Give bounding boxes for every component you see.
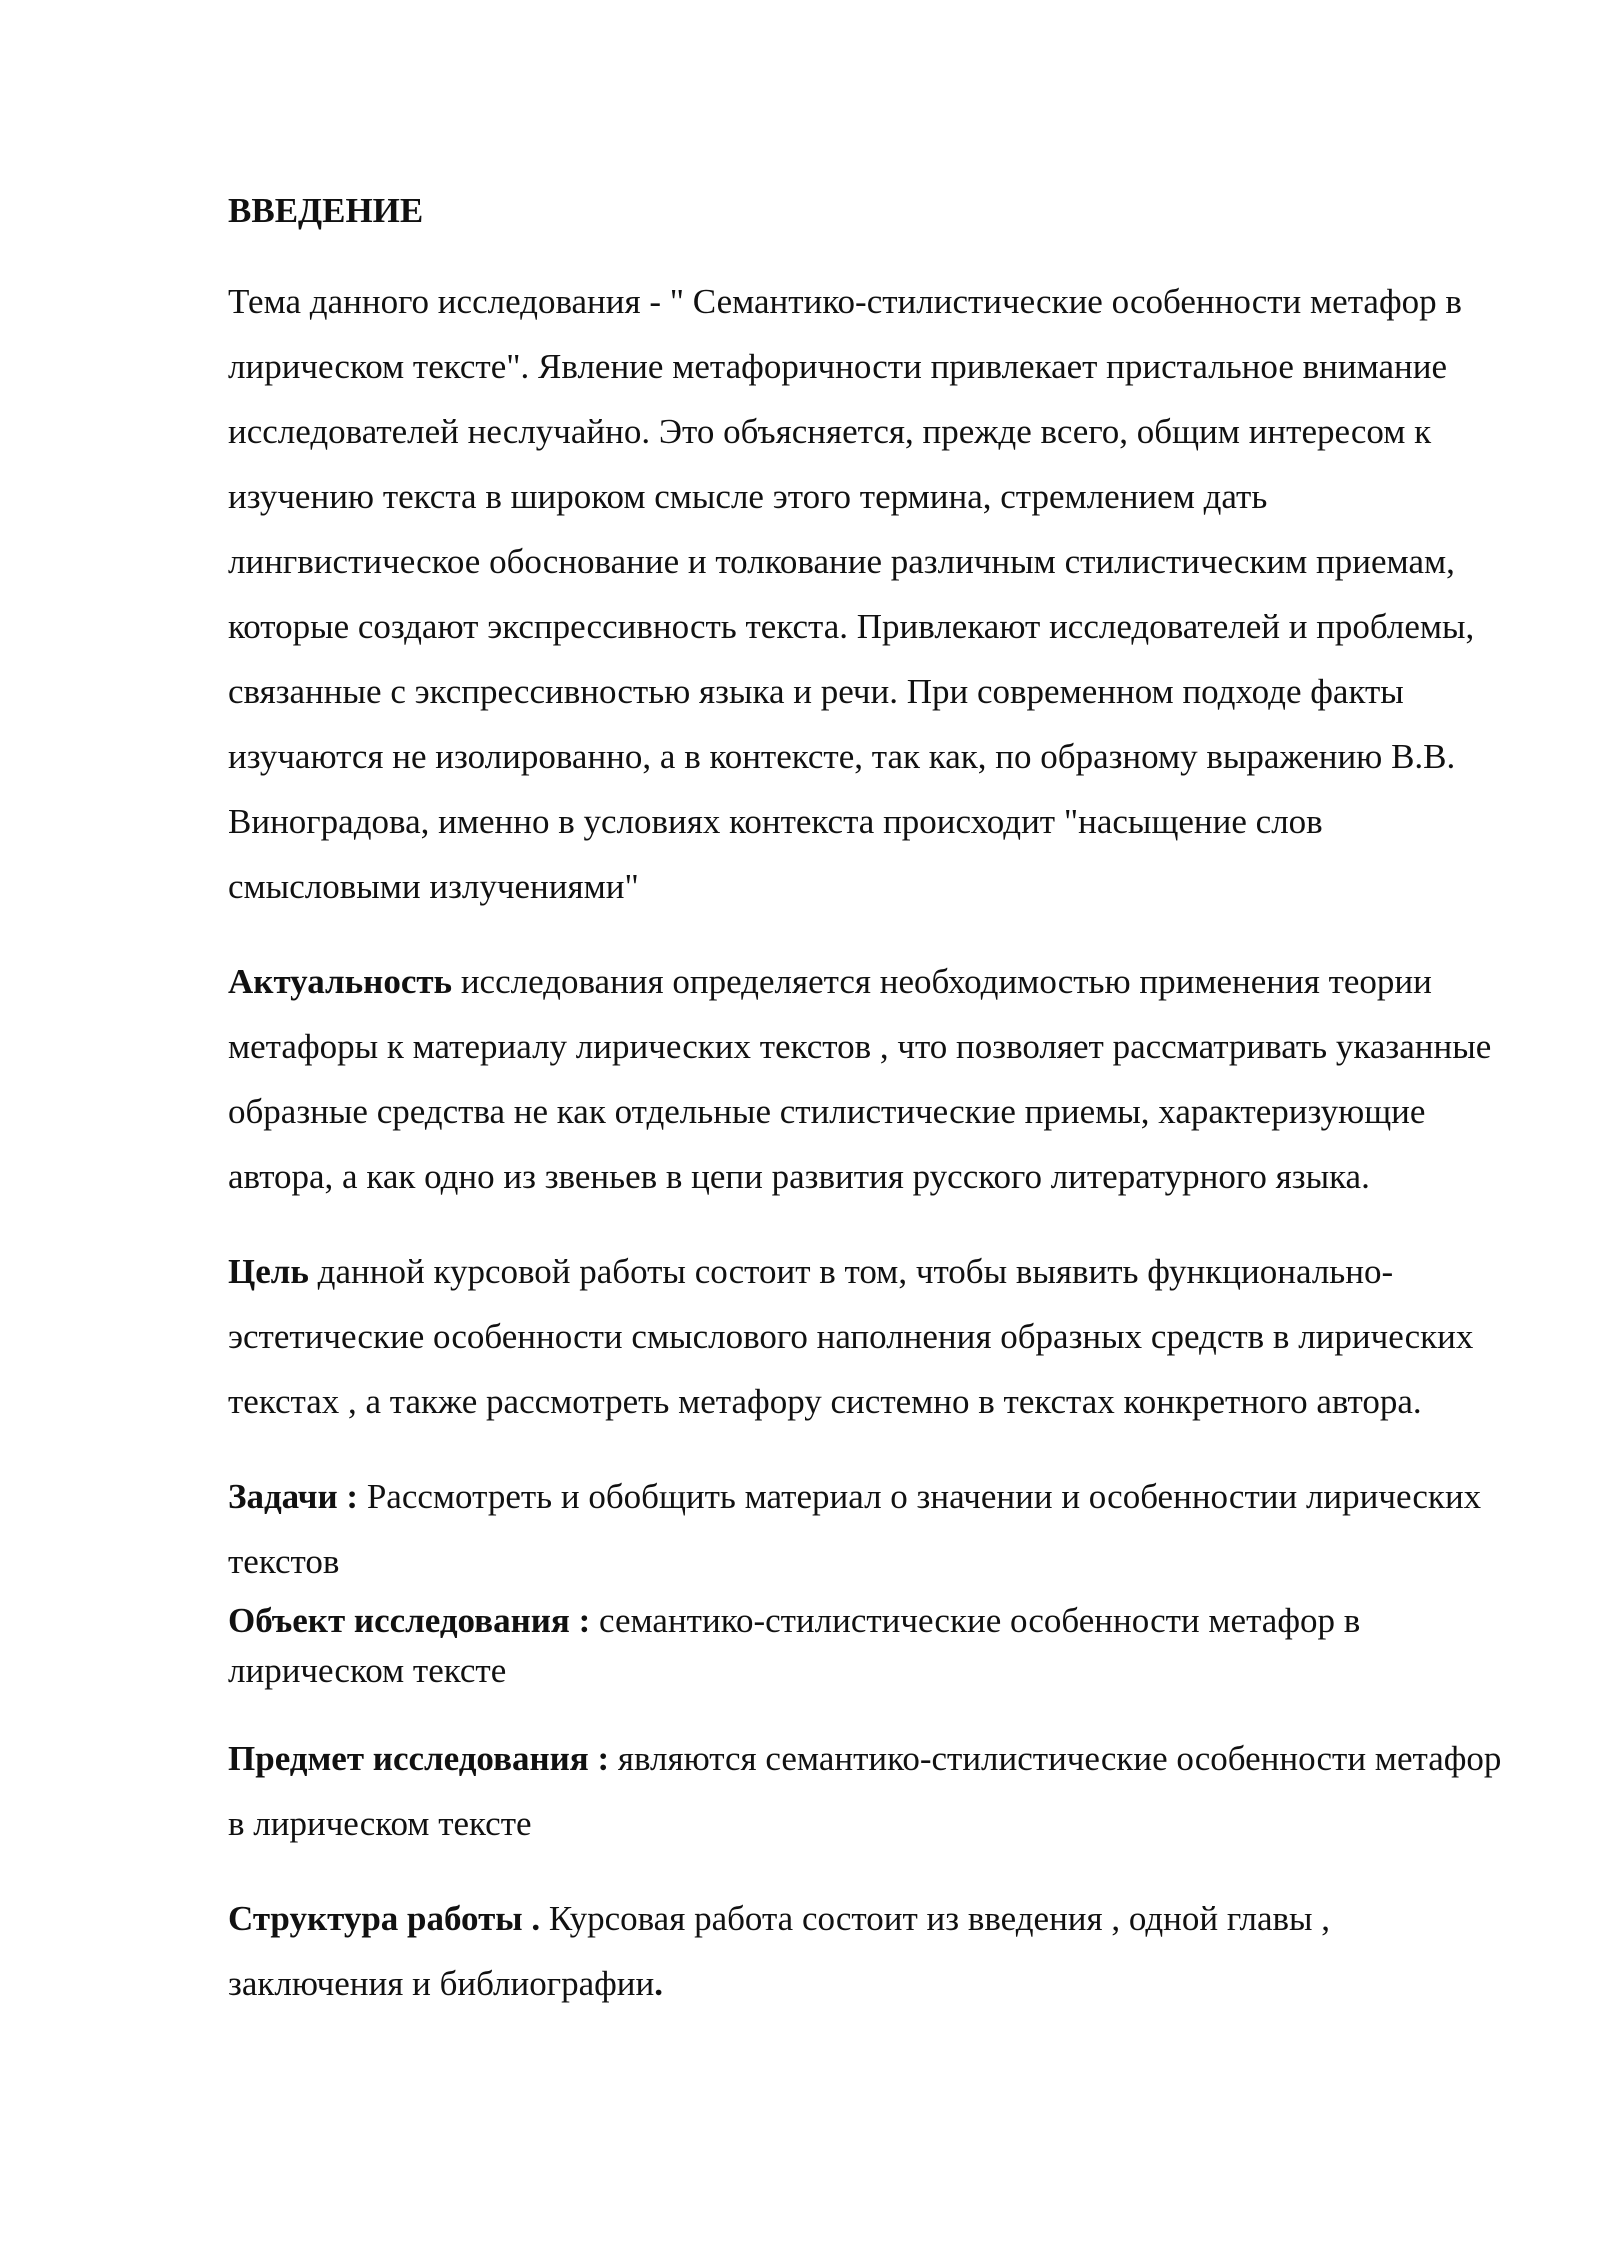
relevance-text: исследования определяется необходимостью применения теории метафоры к материалу лирических текстов , что позволяет рассматривать указанные образные средства не как отдельные стилистические приемы, характеризующие автора, а как одно из звеньев в цепи развития русского литературного языка.: [228, 962, 1492, 1196]
page-title: ВВЕДЕНИЕ: [228, 191, 424, 230]
goal-paragraph: [228, 1239, 1508, 1434]
goal-text: данной курсовой работы состоит в том, чтобы выявить функционально-эстетические особенности смыслового наполнения образных средств в лирических текстах , а также рассмотреть метафору системно в текстах конкретного автора.: [228, 1252, 1474, 1421]
structure-end: .: [654, 1964, 664, 2003]
intro-paragraph: Тема данного исследования - " Семантико-стилистические особенности метафор в лирическом тексте". Явление метафоричности привлекает пристальное внимание исследователей неслучайно. Это объясняется, прежде всего, общим интересом к изучению текста в широком смысле этого термина, стремлением дать лингвистическое обоснование и толкование различным стилистическим приемам, которые создают экспрессивность текста. Привлекают исследователей и проблемы, связанные с экспрессивностью языка и речи. При современном подходе факты изучаются не изолированно, а в контексте, так как, по образному выражению В.В. Виноградова, именно в условиях контекста происходит "насыщение слов смысловыми излучениями": [228, 282, 1475, 906]
object-text: семантико-стилистические особенности метафор в лирическом тексте: [228, 1601, 1361, 1690]
structure-label: Структура работы .: [228, 1899, 541, 1938]
document-body: [228, 183, 1508, 2016]
tasks-text: Рассмотреть и обобщить материал о значении и особенностии лирических текстов: [228, 1477, 1482, 1581]
object-paragraph: [228, 1596, 1508, 1696]
goal-label: Цель: [228, 1252, 309, 1291]
subject-paragraph: [228, 1726, 1508, 1856]
tasks-paragraph: [228, 1464, 1508, 1594]
object-label: Объект исследования :: [228, 1601, 591, 1640]
relevance-label: Актуальность: [228, 962, 453, 1001]
subject-label: Предмет исследования :: [228, 1739, 610, 1778]
tasks-label: Задачи :: [228, 1477, 359, 1516]
structure-text: Курсовая работа состоит из введения , одной главы , заключения и библиографии: [228, 1899, 1331, 2003]
relevance-paragraph: [228, 949, 1508, 1209]
structure-paragraph: [228, 1886, 1508, 2016]
subject-text: являются семантико-стилистические особенности метафор в лирическом тексте: [228, 1739, 1502, 1843]
